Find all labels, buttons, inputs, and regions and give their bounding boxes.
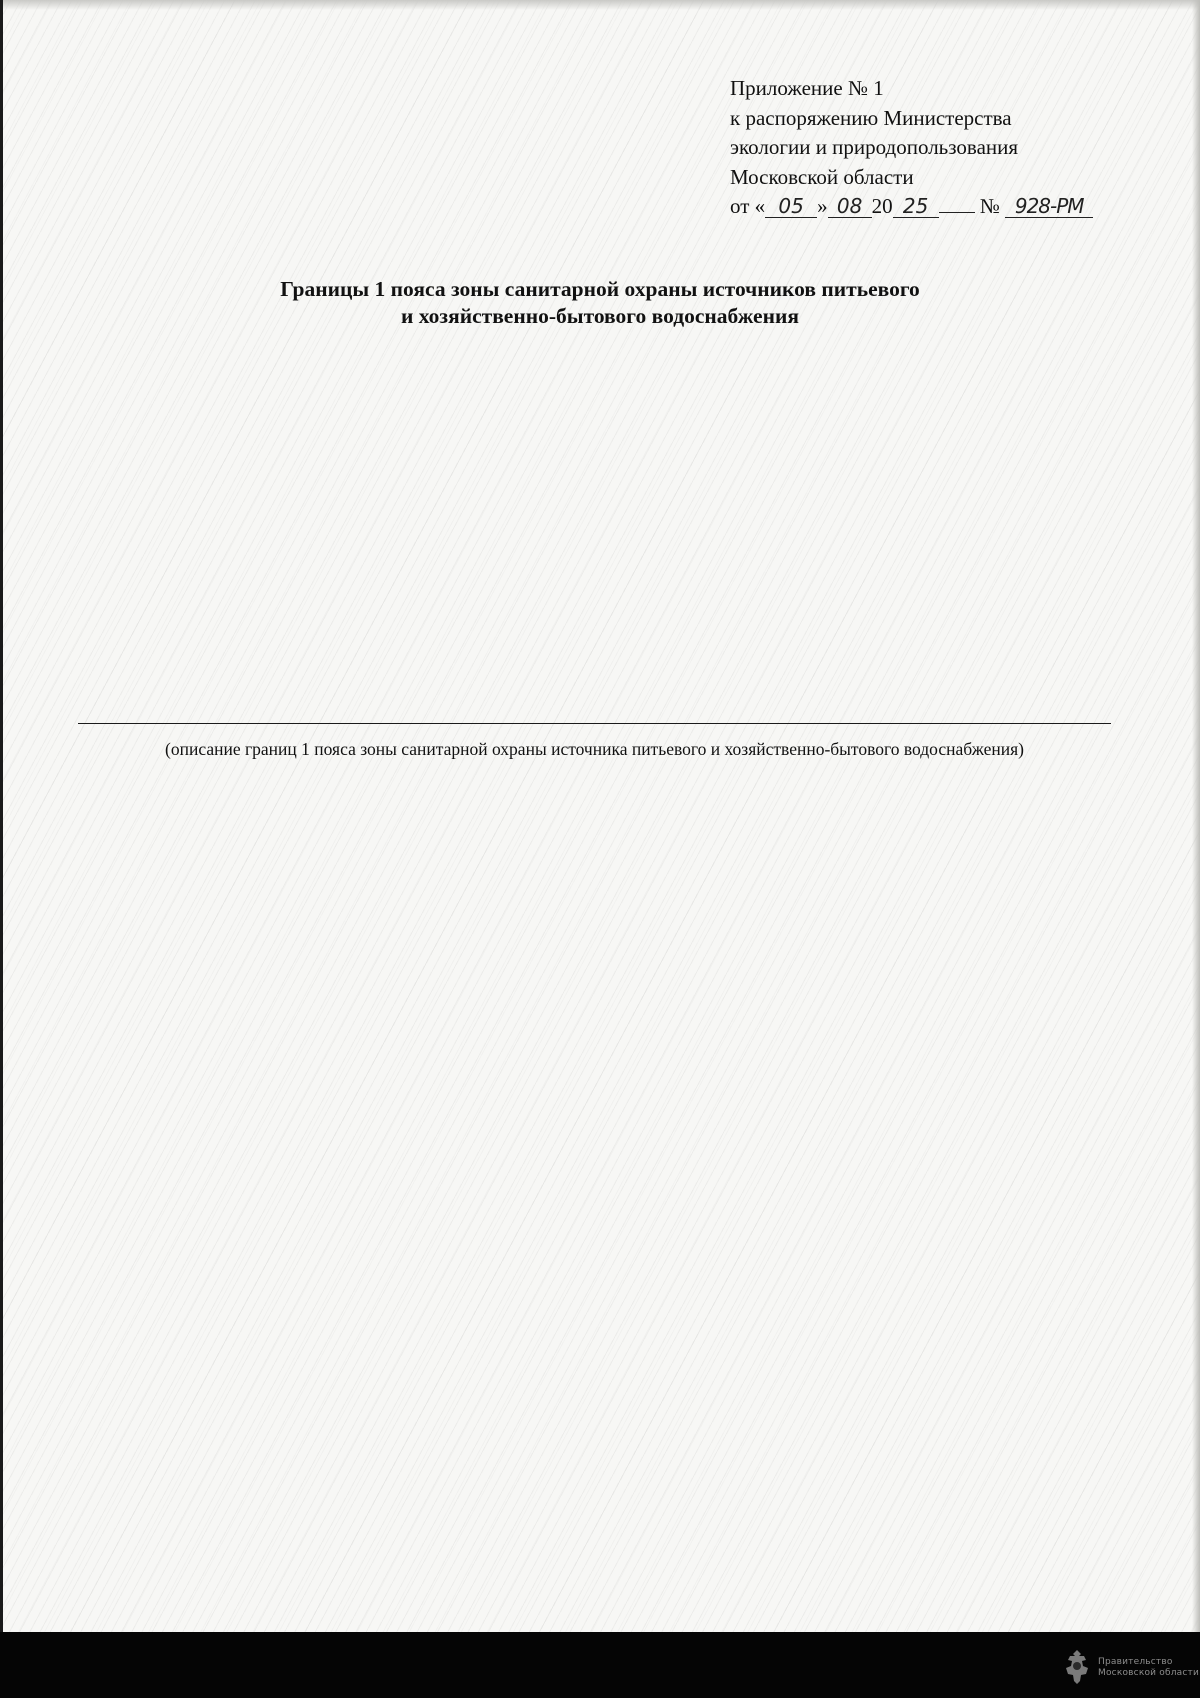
appendix-number: Приложение № 1	[730, 76, 884, 100]
appendix-ministry-line: экологии и природопользования	[730, 135, 1019, 159]
handwritten-year: 25	[893, 195, 939, 218]
date-prefix: от «	[730, 194, 766, 218]
scan-top-edge	[0, 0, 1200, 10]
description-caption: (описание границ 1 пояса зоны санитарной охраны источника питьевого и хозяйственно-бытового водоснабжения)	[165, 739, 1024, 759]
handwritten-month: 08	[828, 195, 872, 218]
government-label-line-2: Московской области	[1098, 1668, 1200, 1678]
appendix-region-line: Московской области	[730, 164, 914, 189]
appendix-header	[730, 74, 1150, 222]
handwritten-doc-number: 928-РМ	[1005, 195, 1093, 218]
document-title	[150, 276, 1050, 330]
handwritten-day: 05	[765, 195, 817, 218]
number-label: №	[979, 194, 1000, 218]
appendix-date-line	[730, 192, 1150, 222]
title-line-1: Границы 1 пояса зоны санитарной охраны источников питьевого	[280, 277, 920, 301]
government-label-line-1: Правительство	[1098, 1657, 1173, 1667]
appendix-order-line: к распоряжению Министерства	[730, 105, 1012, 130]
date-underline-gap	[939, 194, 975, 213]
scan-right-edge	[1192, 0, 1200, 1632]
date-mid: »	[817, 194, 828, 218]
year-prefix: 20	[871, 194, 893, 218]
description-underline	[78, 723, 1111, 724]
scan-left-edge	[0, 0, 3, 1632]
coat-of-arms-icon	[1062, 1648, 1092, 1686]
title-line-2: и хозяйственно-бытового водоснабжения	[400, 304, 799, 328]
scan-bottom-band	[0, 1632, 1200, 1698]
government-label	[1098, 1657, 1200, 1679]
